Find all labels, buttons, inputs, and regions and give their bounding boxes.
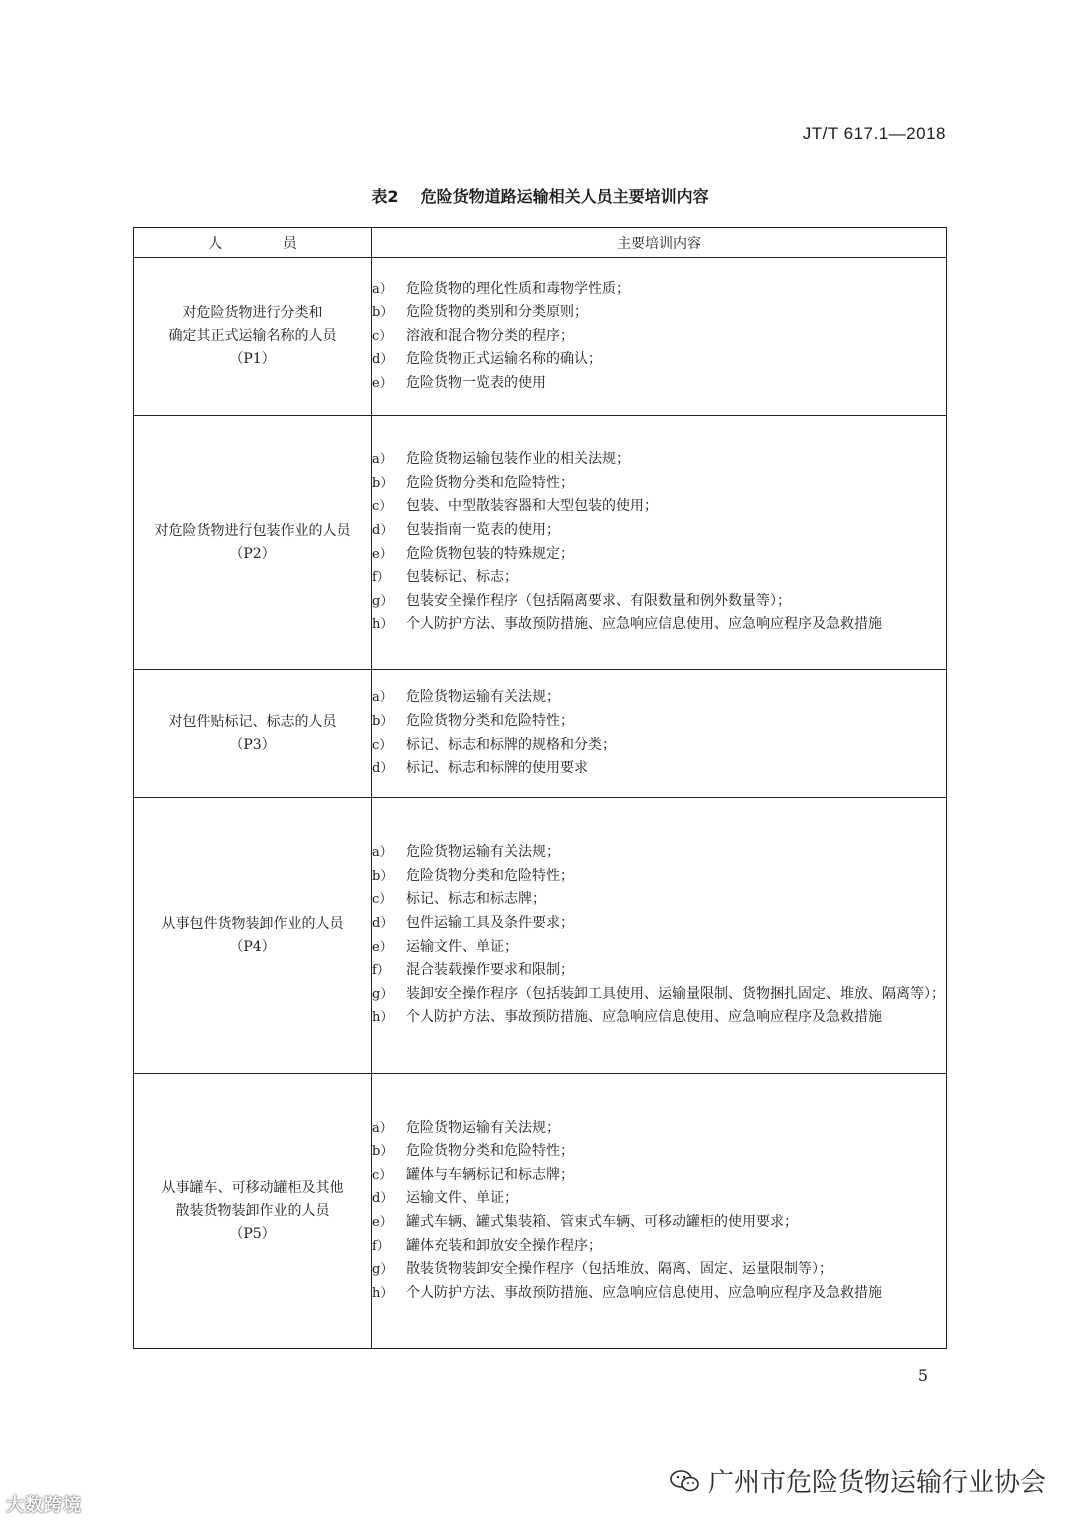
training-content-table (133, 227, 947, 1349)
training-item (372, 448, 946, 472)
item-index: b） (372, 713, 394, 729)
item-index: f） (372, 570, 390, 586)
item-index: b） (372, 305, 394, 321)
item-text: 个人防护方法、事故预防措施、应急响应信息使用、应急响应程序及急救措施 (406, 1009, 882, 1026)
item-text: 危险货物运输包装作业的相关法规； (406, 451, 630, 468)
personnel-label: 对危险货物进行包装作业的人员 (154, 522, 351, 539)
training-item (372, 686, 946, 710)
item-index: f） (372, 1238, 390, 1254)
training-item (372, 1006, 946, 1030)
item-index: b） (372, 868, 394, 884)
item-text: 包装指南一览表的使用； (406, 521, 560, 538)
training-item-list (372, 278, 946, 396)
item-index: a） (372, 1120, 393, 1136)
item-index: c） (372, 1167, 393, 1183)
item-text: 混合装载操作要求和限制； (406, 962, 574, 979)
training-item (372, 1164, 946, 1188)
personnel-code: （P5） (229, 1225, 276, 1242)
table-number: 表2 (371, 187, 399, 206)
item-index: e） (372, 1215, 393, 1230)
item-text: 包装、中型散装容器和大型包装的使用； (406, 498, 658, 515)
training-item (372, 888, 946, 912)
training-item (372, 590, 946, 614)
personnel-cell (134, 416, 372, 670)
training-content-cell (372, 670, 947, 798)
training-item-list (372, 448, 946, 637)
item-index: e） (372, 939, 393, 955)
personnel-cell (134, 670, 372, 798)
item-index: a） (372, 281, 393, 297)
item-text: 危险货物正式运输名称的确认； (406, 351, 602, 368)
page-number: 5 (917, 1366, 928, 1385)
table-row (134, 416, 947, 670)
training-item (372, 865, 946, 889)
item-index: a） (372, 845, 393, 861)
standard-code: JT/T 617.1—2018 (802, 124, 946, 143)
item-text: 溶液和混合物分类的程序； (406, 327, 574, 344)
item-index: c） (372, 328, 393, 344)
item-index: d） (372, 1191, 394, 1207)
training-item (372, 1117, 946, 1141)
table-title (0, 184, 1080, 207)
training-item (372, 566, 946, 590)
item-text: 危险货物分类和危险特性； (406, 474, 574, 491)
item-text: 危险货物包装的特殊规定； (406, 545, 574, 562)
table-header-row (134, 228, 947, 258)
watermark-right (670, 1462, 1046, 1499)
training-item (372, 495, 946, 519)
training-item-list (372, 686, 946, 780)
training-item (372, 959, 946, 983)
item-index: g） (372, 986, 394, 1002)
training-item (372, 841, 946, 865)
item-text: 装卸安全操作程序（包括装卸工具使用、运输量限制、货物捆扎固定、堆放、隔离等）； (406, 985, 945, 1002)
personnel-code: （P1） (229, 351, 276, 367)
item-index: c） (372, 499, 393, 515)
training-item (372, 1211, 946, 1235)
column-header-personnel: 人 员 (134, 228, 372, 258)
item-index: d） (372, 915, 394, 931)
item-index: g） (372, 1262, 394, 1278)
item-index: b） (372, 475, 394, 491)
item-index: f） (372, 963, 390, 979)
table-row (134, 258, 947, 416)
personnel-code: （P3） (229, 736, 276, 753)
table-row (134, 670, 947, 798)
personnel-code: （P2） (229, 545, 276, 562)
personnel-label: 对包件贴标记、标志的人员 (168, 713, 337, 730)
personnel-label: 散装货物装卸作业的人员 (175, 1202, 330, 1219)
item-index: b） (372, 1144, 394, 1160)
training-item (372, 710, 946, 734)
training-item (372, 936, 946, 960)
item-text: 罐式车辆、罐式集装箱、管束式车辆、可移动罐柜的使用要求； (406, 1214, 798, 1230)
training-item (372, 472, 946, 496)
item-text: 危险货物一览表的使用 (406, 374, 546, 391)
training-content-cell (372, 798, 947, 1074)
training-item (372, 734, 946, 758)
training-item (372, 1187, 946, 1211)
item-index: e） (372, 546, 393, 562)
item-index: a） (372, 452, 393, 468)
item-index: g） (372, 593, 394, 609)
table-title-text: 危险货物道路运输相关人员主要培训内容 (420, 187, 709, 206)
item-text: 标记、标志和标牌的规格和分类； (406, 736, 616, 753)
item-index: h） (372, 617, 394, 633)
item-index: e） (372, 375, 393, 391)
item-text: 危险货物运输有关法规； (406, 844, 560, 861)
item-text: 标记、标志和标牌的使用要求 (406, 760, 588, 777)
training-item (372, 519, 946, 543)
item-text: 运输文件、单证； (406, 1190, 518, 1207)
personnel-cell (134, 258, 372, 416)
training-item (372, 278, 946, 302)
item-text: 个人防护方法、事故预防措施、应急响应信息使用、应急响应程序及急救措施 (406, 1284, 882, 1301)
item-index: d） (372, 761, 394, 777)
watermark-left: 大数跨境 (6, 1495, 82, 1516)
training-item (372, 325, 946, 349)
wechat-icon (670, 1468, 700, 1494)
item-text: 危险货物运输有关法规； (406, 1119, 560, 1136)
item-text: 个人防护方法、事故预防措施、应急响应信息使用、应急响应程序及急救措施 (406, 616, 882, 633)
training-item (372, 372, 946, 396)
training-item-list (372, 1117, 946, 1306)
training-item (372, 983, 946, 1007)
personnel-label: 从事罐车、可移动罐柜及其他 (161, 1179, 344, 1196)
item-text: 危险货物分类和危险特性； (406, 867, 574, 884)
item-text: 包装标记、标志； (406, 569, 518, 586)
item-text: 散装货物装卸安全操作程序（包括堆放、隔离、固定、运量限制等）； (406, 1261, 833, 1278)
item-index: h） (372, 1285, 394, 1301)
training-item (372, 613, 946, 637)
item-text: 危险货物的理化性质和毒物学性质； (406, 280, 630, 297)
item-text: 包装安全操作程序（包括隔离要求、有限数量和例外数量等）； (406, 592, 791, 609)
table-body (134, 258, 947, 1349)
item-text: 危险货物运输有关法规； (406, 689, 560, 706)
training-item (372, 1282, 946, 1306)
personnel-label: 从事包件货物装卸作业的人员 (161, 915, 344, 932)
personnel-label: 对危险货物进行分类和 (182, 305, 323, 321)
training-item (372, 1258, 946, 1282)
item-index: c） (372, 737, 393, 753)
personnel-cell (134, 798, 372, 1074)
item-text: 标记、标志和标志牌； (406, 891, 546, 908)
training-item (372, 912, 946, 936)
training-content-cell (372, 258, 947, 416)
table-row (134, 798, 947, 1074)
item-text: 危险货物的类别和分类原则； (406, 304, 588, 321)
training-content-cell (372, 1074, 947, 1349)
item-text: 罐体充装和卸放安全操作程序； (406, 1237, 602, 1254)
personnel-label: 确定其正式运输名称的人员 (168, 328, 337, 344)
watermark-right-text: 广州市危险货物运输行业协会 (707, 1468, 1046, 1498)
training-item (372, 301, 946, 325)
item-index: a） (372, 690, 393, 706)
item-text: 罐体与车辆标记和标志牌； (406, 1166, 574, 1183)
item-index: d） (372, 352, 394, 368)
column-header-content: 主要培训内容 (372, 228, 947, 258)
item-index: c） (372, 892, 393, 908)
training-item (372, 757, 946, 781)
item-text: 危险货物分类和危险特性； (406, 1143, 574, 1160)
item-text: 包件运输工具及条件要求； (406, 914, 574, 931)
item-index: h） (372, 1010, 394, 1026)
training-content-cell (372, 416, 947, 670)
personnel-code: （P4） (229, 938, 276, 955)
training-item (372, 1235, 946, 1259)
personnel-cell (134, 1074, 372, 1349)
training-item (372, 1140, 946, 1164)
training-item (372, 543, 946, 567)
training-item (372, 348, 946, 372)
item-index: d） (372, 522, 394, 538)
item-text: 危险货物分类和危险特性； (406, 712, 574, 729)
item-text: 运输文件、单证； (406, 938, 518, 955)
training-item-list (372, 841, 946, 1030)
table-row (134, 1074, 947, 1349)
